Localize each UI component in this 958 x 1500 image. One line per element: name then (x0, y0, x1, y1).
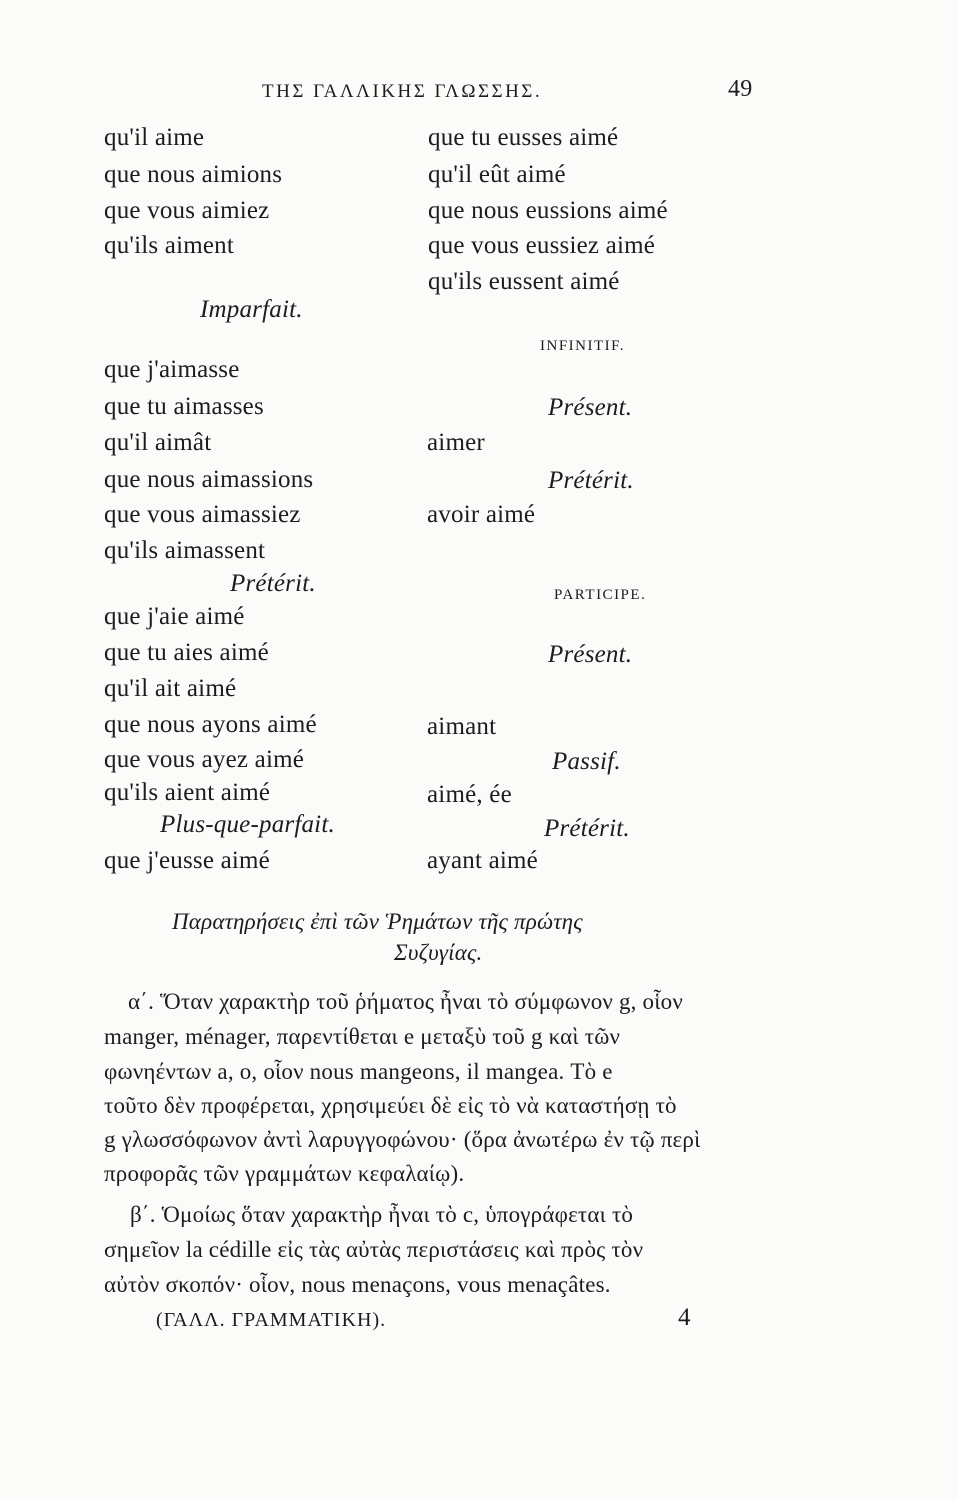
remarks-text-line: σημεῖον la cédille εἰς τὰς αὐτὰς περιστάσεις καὶ πρὸς τὸν (104, 1237, 644, 1262)
remarks-text-line: τοῦτο δὲν προφέρεται, χρησιμεύει δὲ εἰς τὸ νὰ καταστήσῃ τὸ (104, 1093, 677, 1118)
running-header: ΤΗΣ ΓΑΛΛΙΚΗΣ ΓΛΩΣΣΗΣ. (262, 81, 543, 102)
section-heading-preterit: Prétérit. (230, 570, 316, 597)
conj-line: que j'aie aimé (104, 603, 245, 630)
section-heading-infinitif: INFINITIF. (540, 338, 626, 354)
remarks-text-line: αὐτὸν σκοπόν· οἷον, nous menaçons, vous menaçâtes. (104, 1272, 611, 1297)
tense-label: Prétérit. (544, 815, 630, 842)
conj-line: que tu eusses aimé (428, 124, 619, 151)
conj-line: qu'il ait aimé (104, 675, 237, 702)
remarks-title-line2: Συζυγίας. (394, 940, 483, 965)
conj-line: qu'il eût aimé (428, 161, 566, 188)
conj-line: que nous eussions aimé (428, 197, 668, 224)
verb-form: ayant aimé (427, 847, 538, 874)
sheet-number: 4 (678, 1304, 691, 1331)
conj-line: que vous aimiez (104, 197, 270, 224)
remarks-text-line: φωνηέντων a, o, οἷον nous mangeons, il mangea. Τὸ e (104, 1059, 613, 1084)
verb-form: avoir aimé (427, 501, 536, 528)
tense-label: Prétérit. (548, 467, 634, 494)
section-heading-imparfait: Imparfait. (200, 296, 303, 323)
conj-line: que vous aimassiez (104, 501, 301, 528)
conj-line: qu'ils aient aimé (104, 779, 271, 806)
remarks-text-line: manger, ménager, παρεντίθεται e μεταξὺ τοῦ g καὶ τῶν (104, 1024, 621, 1049)
remarks-title-line1: Παρατηρήσεις ἐπὶ τῶν Ῥημάτων τῆς πρώτης (172, 909, 583, 934)
conj-line: qu'ils aimassent (104, 537, 266, 564)
conj-line: que vous ayez aimé (104, 746, 305, 773)
verb-form: aimer (427, 429, 485, 456)
remarks-text-line: β΄. Ὁμοίως ὅταν χαρακτὴρ ἦναι τὸ c, ὑπογράφεται τὸ (130, 1202, 634, 1227)
remarks-text-line: α΄. Ὅταν χαρακτὴρ τοῦ ῥήματος ἦναι τὸ σύμφωνον g, οἷον (128, 989, 683, 1014)
tense-label: Passif. (552, 748, 621, 775)
tense-label: Présent. (548, 641, 633, 668)
conj-line: qu'il aime (104, 124, 205, 151)
conj-line: que nous aimions (104, 161, 283, 188)
conj-line: qu'il aimât (104, 429, 212, 456)
section-heading-plus-que-parfait: Plus-que-parfait. (160, 811, 335, 838)
conj-line: qu'ils aiment (104, 232, 235, 259)
conj-line: qu'ils eussent aimé (428, 268, 620, 295)
signature-mark: (ΓΑΛΛ. ΓΡΑΜΜΑΤΙΚΗ). (156, 1309, 387, 1331)
verb-form: aimé, ée (427, 781, 512, 808)
conj-line: que tu aimasses (104, 393, 264, 420)
verb-form: aimant (427, 713, 497, 740)
conj-line: que nous ayons aimé (104, 711, 317, 738)
conj-line: que vous eussiez aimé (428, 232, 656, 259)
remarks-text-line: προφορᾶς τῶν γραμμάτων κεφαλαίῳ). (104, 1161, 465, 1186)
conj-line: que j'eusse aimé (104, 847, 270, 874)
conj-line: que tu aies aimé (104, 639, 269, 666)
remarks-text-line: g γλωσσόφωνον ἀντὶ λαρυγγοφώνου· (ὅρα ἀνωτέρω ἐν τῷ περὶ (104, 1127, 701, 1152)
conj-line: que nous aimassions (104, 466, 314, 493)
conj-line: que j'aimasse (104, 356, 240, 383)
page-number: 49 (728, 76, 753, 102)
section-heading-participe: PARTICIPE. (554, 587, 647, 603)
tense-label: Présent. (548, 394, 633, 421)
